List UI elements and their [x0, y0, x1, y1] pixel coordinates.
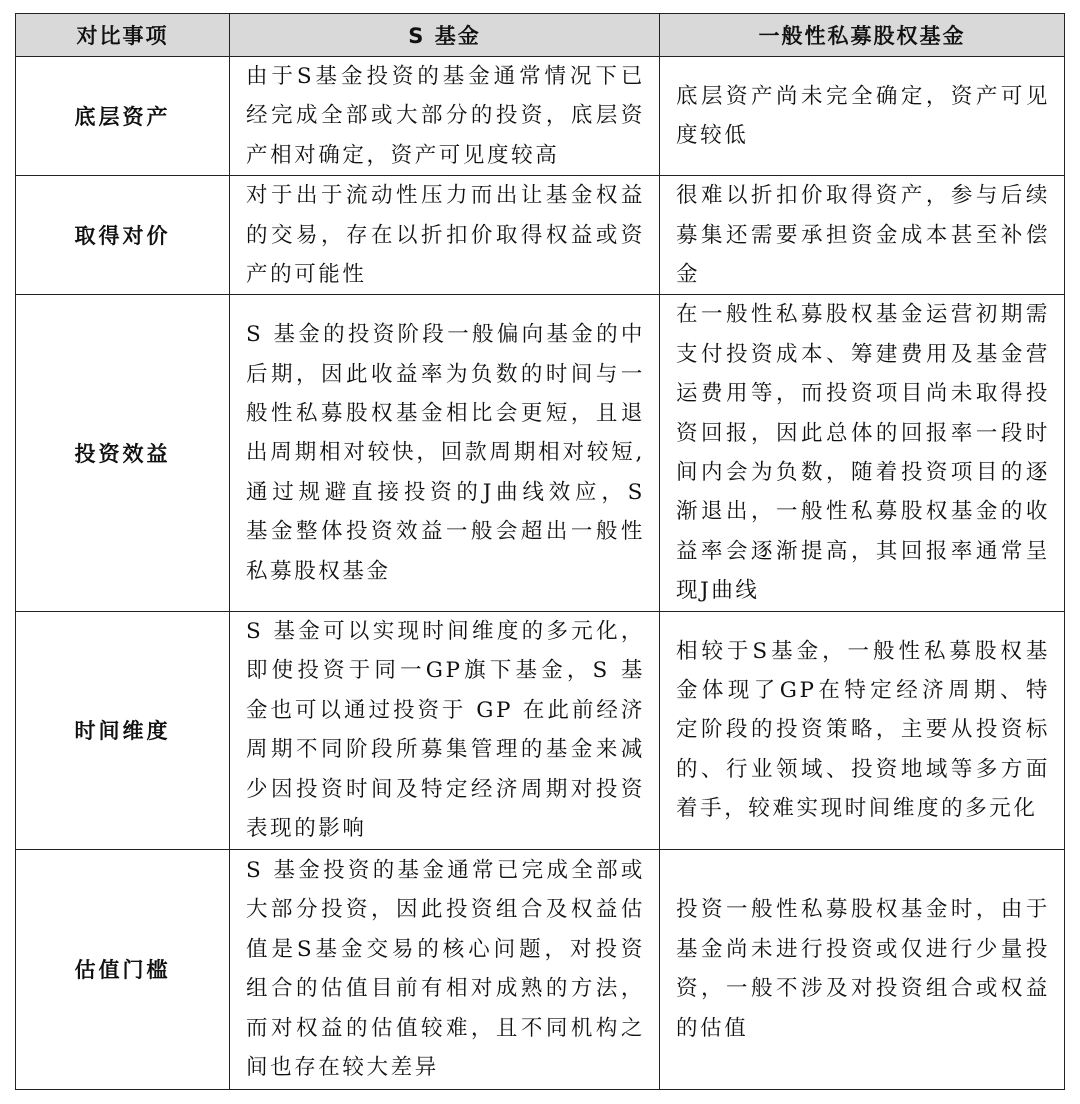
s-fund-text: S 基金的投资阶段一般偏向基金的中后期，因此收益率为负数的时间与一般性私募股权基金相比会更短，且退出周期相对较快，回款周期相对较短,通过规避直接投资的J曲线效应，S 基金整体投资效益一般会超出一般性私募股权基金	[246, 322, 645, 584]
s-fund-text: S 基金可以实现时间维度的多元化，即使投资于同一GP旗下基金，S 基金也可以通过投资于 GP 在此前经济周期不同阶段所募集管理的基金来减少因投资时间及特定经济周期对投资表现的影响	[246, 618, 645, 841]
header-pe-fund: 一般性私募股权基金	[660, 14, 1065, 57]
s-fund-text: 对于出于流动性压力而出让基金权益的交易，存在以折扣价取得权益或资产的可能性	[246, 183, 645, 288]
header-s-fund: S 基金	[230, 14, 660, 57]
pe-fund-text: 底层资产尚未完全确定，资产可见度较低	[676, 83, 1050, 149]
pe-fund-cell	[660, 295, 1065, 611]
row-label: 估值门槛	[16, 849, 230, 1089]
pe-fund-cell	[660, 176, 1065, 295]
pe-fund-cell	[660, 849, 1065, 1089]
pe-fund-text: 很难以折扣价取得资产，参与后续募集还需要承担资金成本甚至补偿金	[676, 183, 1050, 288]
pe-fund-text: 在一般性私募股权基金运营初期需支付投资成本、筹建费用及基金营运费用等，而投资项目尚未取得投资回报，因此总体的回报率一段时间内会为负数，随着投资项目的逐渐退出，一般性私募股权基金的收益率会逐渐提高，其回报率通常呈现J曲线	[676, 302, 1050, 604]
header-row	[16, 14, 1065, 57]
table-row	[16, 849, 1065, 1089]
s-fund-cell	[230, 849, 660, 1089]
table-row	[16, 57, 1065, 176]
s-fund-cell	[230, 176, 660, 295]
pe-fund-cell	[660, 57, 1065, 176]
pe-fund-cell	[660, 611, 1065, 849]
row-label: 时间维度	[16, 611, 230, 849]
s-fund-cell	[230, 57, 660, 176]
row-label: 取得对价	[16, 176, 230, 295]
header-item: 对比事项	[16, 14, 230, 57]
s-fund-cell	[230, 611, 660, 849]
pe-fund-text: 相较于S基金，一般性私募股权基金体现了GP在特定经济周期、特定阶段的投资策略，主要从投资标的、行业领域、投资地域等多方面着手，较难实现时间维度的多元化	[676, 638, 1050, 822]
s-fund-text: S 基金投资的基金通常已完成全部或大部分投资，因此投资组合及权益估值是S基金交易的核心问题，对投资组合的估值目前有相对成熟的方法，而对权益的估值较难，且不同机构之间也存在较大差异	[246, 857, 645, 1080]
s-fund-text: 由于S基金投资的基金通常情况下已经完成全部或大部分的投资，底层资产相对确定，资产可见度较高	[246, 64, 645, 168]
table-row	[16, 176, 1065, 295]
pe-fund-text: 投资一般性私募股权基金时，由于基金尚未进行投资或仅进行少量投资，一般不涉及对投资组合或权益的估值	[676, 897, 1050, 1041]
row-label: 底层资产	[16, 57, 230, 176]
comparison-table	[15, 13, 1065, 1090]
table-row	[16, 295, 1065, 611]
s-fund-cell	[230, 295, 660, 611]
row-label: 投资效益	[16, 295, 230, 611]
table-row	[16, 611, 1065, 849]
